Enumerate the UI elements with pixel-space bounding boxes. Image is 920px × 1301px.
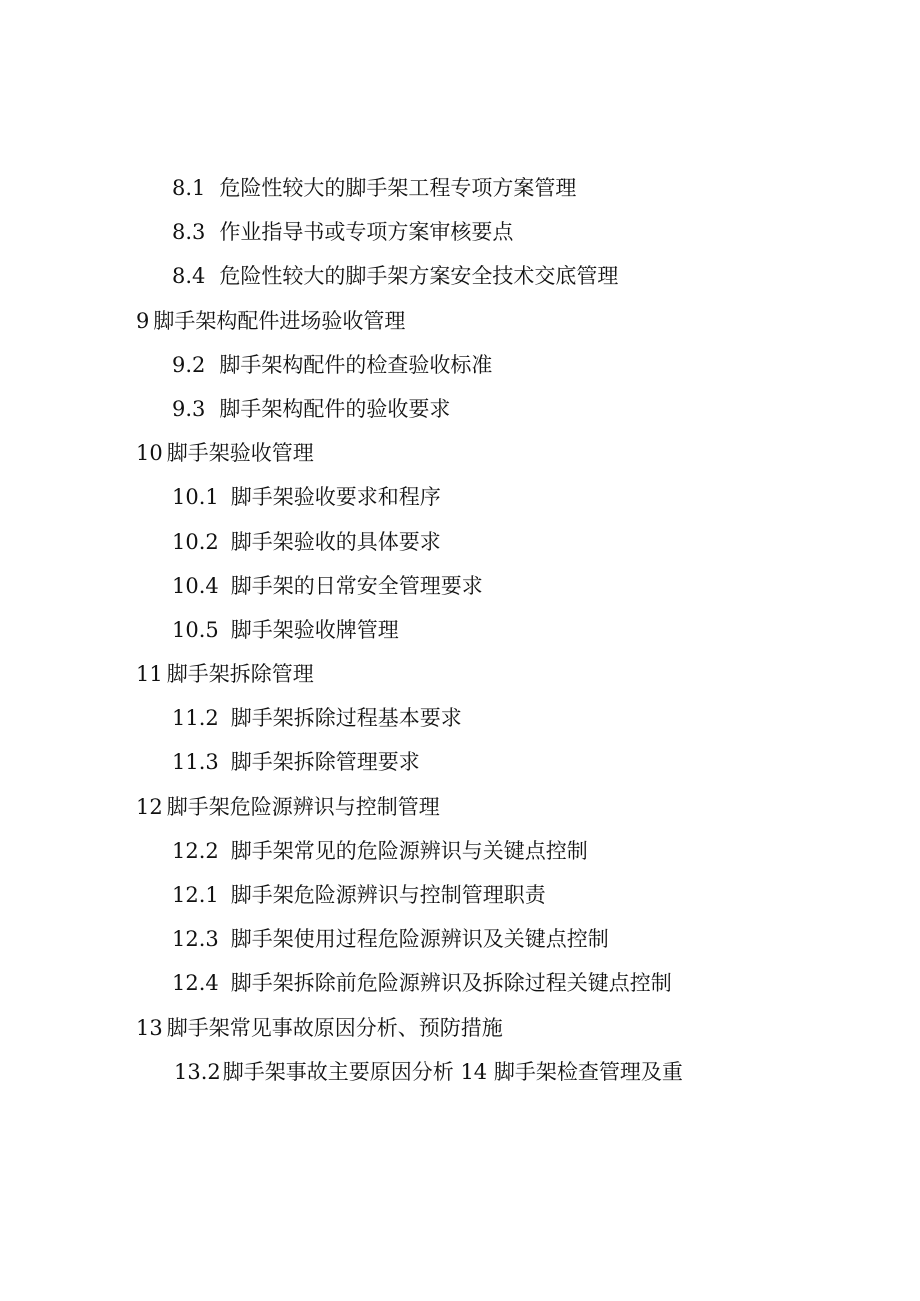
toc-entry-number: 12.4 bbox=[172, 971, 219, 996]
toc-chapter bbox=[0, 785, 920, 829]
toc-entry-number: 12.2 bbox=[172, 838, 219, 863]
toc-entry-title: 脚手架常见的危险源辨识与关键点控制 bbox=[230, 838, 588, 863]
toc-entry-title: 危险性较大的脚手架工程专项方案管理 bbox=[219, 176, 577, 200]
toc-entry bbox=[0, 696, 920, 740]
toc-entry-title: 作业指导书或专项方案审核要点 bbox=[219, 220, 514, 245]
toc-entry bbox=[0, 343, 920, 387]
toc-entry bbox=[0, 520, 920, 564]
toc-chapter-title: 脚手架危险源辨识与控制管理 bbox=[166, 794, 440, 819]
toc-entry-title: 脚手架拆除管理要求 bbox=[230, 750, 420, 775]
toc-entry-number: 13.2 bbox=[174, 1059, 221, 1084]
toc-entry bbox=[0, 1050, 920, 1094]
toc-chapter-number: 9 bbox=[136, 308, 150, 333]
toc-entry-title: 脚手架拆除前危险源辨识及拆除过程关键点控制 bbox=[230, 971, 672, 996]
toc-entry bbox=[0, 608, 920, 652]
toc-chapter-number: 13 bbox=[136, 1015, 163, 1040]
toc-entry-title: 脚手架危险源辨识与控制管理职责 bbox=[230, 883, 546, 907]
toc-entry-number: 9.3 bbox=[172, 396, 206, 421]
toc-entry-title: 危险性较大的脚手架方案安全技术交底管理 bbox=[219, 264, 619, 289]
toc-entry-number: 10.5 bbox=[172, 617, 219, 642]
toc-chapter-title: 脚手架常见事故原因分析、预防措施 bbox=[166, 1015, 503, 1040]
toc-entry-number: 8.4 bbox=[172, 264, 206, 289]
toc-chapter-number: 10 bbox=[136, 441, 163, 466]
toc-chapter-title: 脚手架拆除管理 bbox=[166, 662, 314, 687]
toc-entry-number: 11.3 bbox=[172, 750, 219, 775]
toc-entry-title: 脚手架验收要求和程序 bbox=[230, 485, 441, 510]
toc-entry-number: 8.3 bbox=[172, 220, 206, 245]
toc-chapter bbox=[0, 652, 920, 696]
toc-entry-number: 10.2 bbox=[172, 529, 219, 554]
toc-entry bbox=[0, 254, 920, 298]
toc-entry bbox=[0, 829, 920, 873]
toc-entry-title: 脚手架验收牌管理 bbox=[230, 617, 399, 642]
toc-entry-title: 脚手架的日常安全管理要求 bbox=[230, 573, 483, 598]
toc-entry-number: 12.1 bbox=[172, 883, 219, 907]
toc-entry bbox=[0, 873, 920, 917]
toc-entry-title: 脚手架构配件的检查验收标准 bbox=[219, 352, 493, 377]
toc-chapter-number: 12 bbox=[136, 794, 163, 819]
toc-entry bbox=[0, 961, 920, 1005]
toc-entry bbox=[0, 166, 920, 210]
toc-entry-title: 脚手架事故主要原因分析 14 脚手架检查管理及重 bbox=[222, 1059, 683, 1084]
toc-chapter-number: 11 bbox=[136, 662, 163, 687]
toc-entry bbox=[0, 387, 920, 431]
toc-entry bbox=[0, 210, 920, 254]
toc-entry bbox=[0, 740, 920, 784]
toc-chapter-title: 脚手架构配件进场验收管理 bbox=[153, 308, 406, 333]
toc-chapter-title: 脚手架验收管理 bbox=[166, 441, 314, 466]
toc-chapter bbox=[0, 299, 920, 343]
toc-entry-title: 脚手架构配件的验收要求 bbox=[219, 396, 451, 421]
table-of-contents bbox=[0, 166, 920, 1094]
toc-entry bbox=[0, 475, 920, 519]
toc-entry-number: 10.1 bbox=[172, 485, 219, 510]
toc-entry-number: 8.1 bbox=[172, 176, 206, 200]
toc-chapter bbox=[0, 1006, 920, 1050]
toc-entry-number: 12.3 bbox=[172, 927, 219, 952]
toc-entry-number: 11.2 bbox=[172, 706, 219, 731]
toc-entry-title: 脚手架验收的具体要求 bbox=[230, 529, 441, 554]
toc-chapter bbox=[0, 431, 920, 475]
toc-entry-number: 9.2 bbox=[172, 352, 206, 377]
toc-entry bbox=[0, 564, 920, 608]
toc-entry-title: 脚手架使用过程危险源辨识及关键点控制 bbox=[230, 927, 609, 952]
toc-entry bbox=[0, 917, 920, 961]
toc-entry-number: 10.4 bbox=[172, 573, 219, 598]
toc-entry-title: 脚手架拆除过程基本要求 bbox=[230, 706, 462, 731]
